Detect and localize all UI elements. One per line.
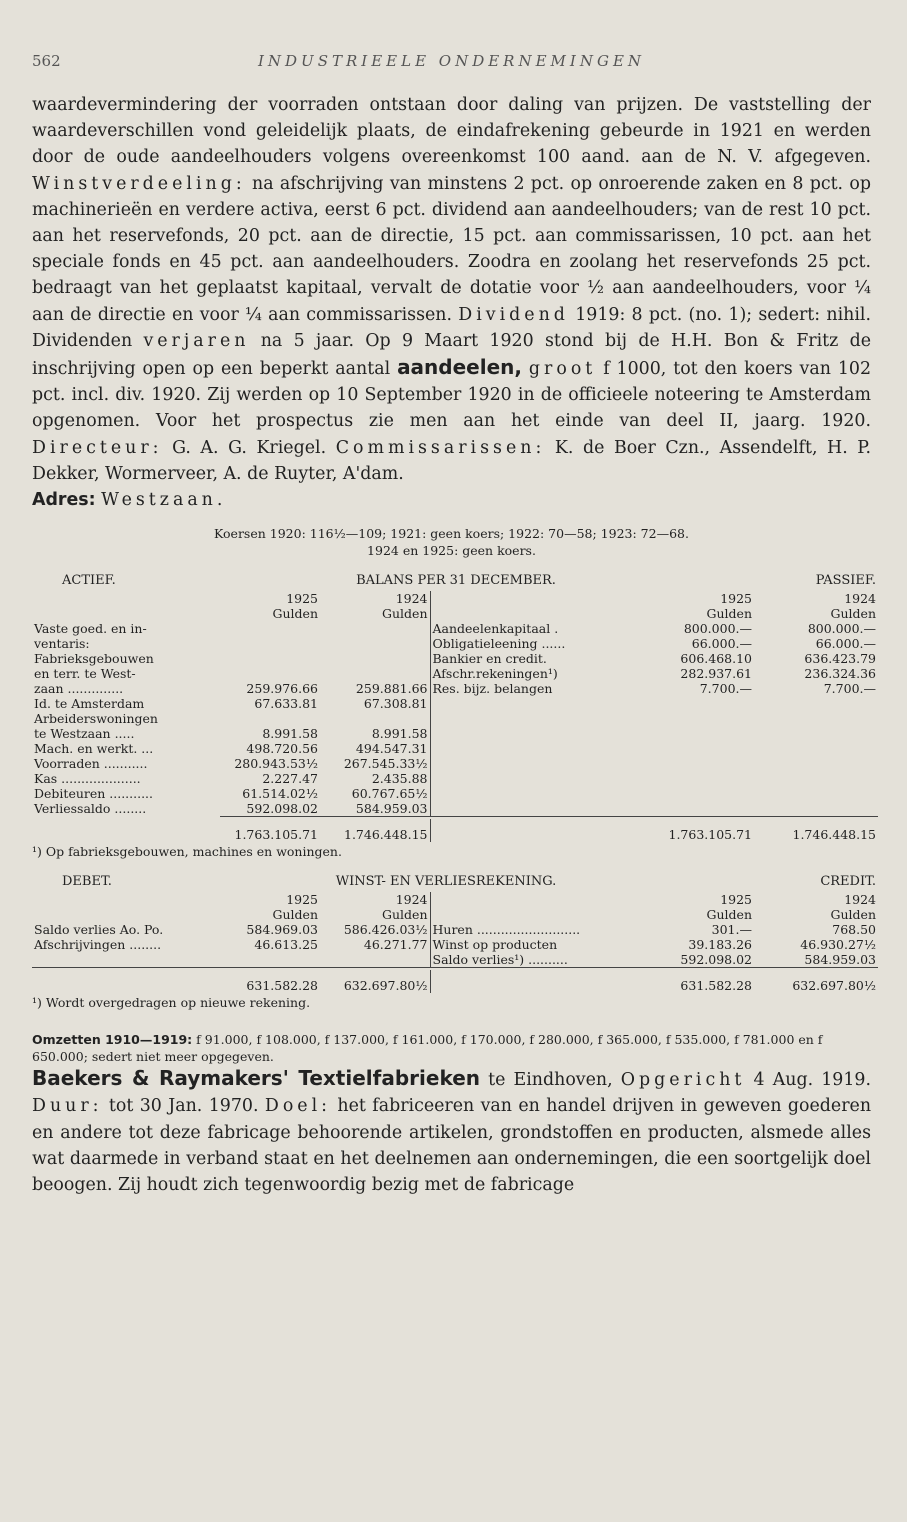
baekers-t4: het fabriceeren van en handel drijven in geweven goederen en andere tot deze fabricage behoorende artikelen, grondstoffen en producten, alsmede alles wat daarmede in verband staat en het deelnemen aan ondernemingen, die een soortgelijk doel beoogen. Zij houdt zich tegenwoordig bezig met de fabricage: [32, 1096, 872, 1196]
empty-cell: [634, 711, 754, 726]
empty-cell: [430, 711, 634, 726]
baekers-t1: te Eindhoven,: [488, 1070, 613, 1091]
actief-value-1924: 259.881.66: [355, 681, 428, 697]
bal-p-year-1925: 1925: [720, 591, 752, 607]
actief-value-1925: 280.943.53½: [234, 756, 318, 772]
credit-value-1925: 301.—: [711, 922, 752, 938]
pl-c-total-1924: 632.697.80½: [792, 978, 876, 994]
bal-p-cur-2: Gulden: [830, 606, 876, 622]
actief-value-1925: 259.976.66: [246, 681, 318, 697]
actief-value-1924: [320, 666, 430, 681]
table-row: [32, 741, 878, 756]
passief-label-cell: Bankier en credit.: [430, 651, 634, 666]
balance-totals: [32, 819, 878, 842]
empty-cell: [634, 801, 754, 817]
credit-label: CREDIT.: [820, 874, 876, 890]
actief-value-1925: [220, 711, 320, 726]
text-2: na afschrijving van minstens 2 pct. op onroerende zaken en 8 pct. op machinerieën en verdere activa, eerst 6 pct. dividend aan aandeelhouders; van de rest 10 pct. aan het reservefonds, 20 pct. aan de directie, 15 pct. aan commissarissen, 10 pct. aan het speciale fonds en 45 pct. aan aandeelhouders. Zoodra en zoolang het reservefonds 25 pct. bedraagt van het geplaatst kapitaal, vervalt de dotatie voor ½ aan aandeelhouders, voor ¼ aan de directie en voor ¼ aan commissarissen.: [32, 173, 871, 325]
actief-label-cell: zaan ..............: [34, 681, 124, 697]
passief-value-1924: 236.324.36: [804, 666, 876, 682]
table-row: [32, 636, 878, 651]
bal-p-total-1925: 1.763.105.71: [668, 827, 752, 843]
actief-value-1924: [320, 621, 430, 636]
actief-value-1924: 2.435.88: [371, 771, 428, 787]
text-3: 1919: 8 pct. (no. 1); sedert: nihil. Dividenden: [32, 304, 872, 351]
actief-label-cell: Vaste goed. en in-: [34, 621, 147, 637]
empty-cell: [754, 771, 878, 786]
bal-cur-1: Gulden: [272, 606, 318, 622]
balance-footnote: ¹) Op fabrieksgebouwen, machines en woningen.: [32, 844, 342, 860]
table-row: [32, 696, 878, 711]
pl-title: WINST- EN VERLIESREKENING.: [335, 874, 557, 890]
credit-label-cell: Winst op producten: [430, 937, 634, 952]
pl-cur-2: Gulden: [382, 907, 428, 923]
passief-value-1925: 66.000.—: [691, 636, 752, 652]
empty-cell: [430, 726, 634, 741]
actief-value-1924: 494.547.31: [355, 741, 428, 757]
bal-year-1924: 1924: [395, 591, 428, 607]
koersen-line-1: Koersen 1920: 116½—109; 1921: geen koers; 1922: 70—58; 1923: 72—68.: [214, 526, 689, 542]
table-row: [32, 666, 878, 681]
actief-value-1924: 267.545.33½: [343, 756, 428, 772]
kw-groot: groot: [528, 359, 597, 380]
baekers-t3: tot 30 Jan. 1970.: [108, 1096, 259, 1117]
balance-title: BALANS PER 31 DECEMBER.: [356, 573, 556, 589]
omzetten-text: f 91.000, f 108.000, f 137.000, f 161.000, f 170.000, f 280.000, f 365.000, f 535.000, f 781.000 en f 650.000; sedert niet meer opgegeven.: [32, 1032, 823, 1065]
passief-value-1924: 636.423.79: [804, 651, 876, 667]
koersen: [32, 525, 871, 559]
passief-label-cell: Aandeelenkapitaal .: [430, 621, 634, 636]
table-row: [32, 756, 878, 771]
empty-cell: [754, 726, 878, 741]
passief-value-1925: 606.468.10: [680, 651, 752, 667]
kw-doel: Doel:: [264, 1096, 332, 1117]
company-name: Baekers & Raymakers' Textielfabrieken: [32, 1066, 481, 1091]
kw-directeur: Directeur:: [32, 437, 163, 458]
empty-cell: [754, 786, 878, 801]
empty-cell: [320, 952, 430, 968]
kw-opgericht: Opgericht: [620, 1070, 746, 1091]
debet-label-cell: Saldo verlies Ao. Po.: [34, 922, 164, 938]
pl-year-1925: 1925: [286, 892, 318, 908]
empty-cell: [430, 756, 634, 771]
table-row: [32, 651, 878, 666]
actief-value-1924: 67.308.81: [363, 696, 428, 712]
empty-cell: [220, 952, 320, 968]
actief-label-cell: Arbeiderswoningen: [34, 711, 158, 727]
table-row: [32, 711, 878, 726]
baekers-entry: [32, 1065, 871, 1198]
empty-cell: [634, 726, 754, 741]
actief-label-cell: Voorraden ...........: [34, 756, 148, 772]
empty-cell: [634, 696, 754, 711]
actief-label-cell: Kas ....................: [34, 771, 141, 787]
empty-cell: [634, 756, 754, 771]
passief-value-1925: 282.937.61: [680, 666, 752, 682]
actief-value-1924: 584.959.03: [320, 801, 430, 817]
kw-winstverdeeling: Winstverdeeling:: [32, 173, 246, 194]
debet-value-1925: 584.969.03: [246, 922, 318, 938]
debet-label-cell: Afschrijvingen ........: [34, 937, 162, 953]
debet-value-1924: 46.271.77: [363, 937, 428, 953]
empty-cell: [634, 786, 754, 801]
empty-cell: [430, 801, 634, 817]
table-row: [32, 801, 878, 817]
pl-c-cur-2: Gulden: [830, 907, 876, 923]
bal-total-1924: 1.746.448.15: [344, 827, 428, 843]
empty-cell: [754, 696, 878, 711]
text-4: na 5 jaar. Op 9 Maart 1920 stond bij de H.H. Bon & Fritz de inschrijving open op een beperkt aantal: [32, 330, 872, 380]
table-row: [32, 726, 878, 741]
empty-cell: [430, 696, 634, 711]
pl-total-1924: 632.697.80½: [343, 978, 428, 994]
passief-value-1924: 7.700.—: [823, 681, 876, 697]
kw-commissarissen: Commissarissen:: [335, 437, 546, 458]
empty-cell: [634, 741, 754, 756]
actief-value-1925: [220, 621, 320, 636]
bal-total-1925: 1.763.105.71: [234, 827, 318, 843]
pl-year-1924: 1924: [395, 892, 428, 908]
actief-label-cell: Debiteuren ...........: [34, 786, 153, 802]
bal-p-total-1924: 1.746.448.15: [792, 827, 876, 843]
table-row: [32, 681, 878, 696]
text-6: G. A. G. Kriegel.: [172, 437, 327, 458]
kw-verjaren: verjaren: [143, 330, 250, 351]
passief-value-1925: 7.700.—: [699, 681, 752, 697]
actief-value-1925: 2.227.47: [262, 771, 318, 787]
empty-cell: [754, 801, 878, 817]
pl-c-year-1925: 1925: [720, 892, 752, 908]
actief-label: ACTIEF.: [62, 573, 116, 589]
table-row: [32, 621, 878, 636]
kw-duur: Duur:: [32, 1096, 103, 1117]
actief-value-1925: 8.991.58: [262, 726, 318, 742]
actief-label-cell: Mach. en werkt. ...: [34, 741, 154, 757]
passief-label-cell: Obligatieleening ......: [430, 636, 634, 651]
table-row: [32, 771, 878, 786]
address-value: Westzaan.: [101, 490, 227, 511]
actief-value-1924: [320, 651, 430, 666]
passief-value-1924: 66.000.—: [815, 636, 876, 652]
empty-cell: [430, 771, 634, 786]
actief-value-1925: [220, 651, 320, 666]
text-7: K. de Boer Czn., Assendelft, H. P. Dekker, Wormerveer, A. de Ruyter, A'dam.: [32, 437, 871, 484]
empty-cell: [32, 952, 220, 968]
actief-value-1925: 592.098.02: [220, 801, 320, 817]
actief-label-cell: ventaris:: [34, 636, 90, 652]
text-5: f 1000, tot den koers van 102 pct. incl. div. 1920. Zij werden op 10 September 1920 in de officieele noteering te Amsterdam opgenomen. Voor het prospectus zie men aan het einde van deel II, jaarg. 1920.: [32, 359, 872, 432]
actief-value-1925: 498.720.56: [246, 741, 318, 757]
table-row: [32, 937, 878, 952]
actief-value-1925: 61.514.02½: [242, 786, 318, 802]
actief-label-cell: en terr. te West-: [34, 666, 136, 682]
passief-value-1925: 800.000.—: [683, 621, 752, 637]
page-number: 562: [32, 52, 61, 70]
kw-dividend: Dividend: [458, 304, 569, 325]
passief-value-1924: 800.000.—: [807, 621, 876, 637]
credit-value-1925: 39.183.26: [688, 937, 752, 953]
passief-label: PASSIEF.: [815, 573, 876, 589]
pl-footnote: ¹) Wordt overgedragen op nieuwe rekening.: [32, 995, 311, 1011]
running-title: INDUSTRIEELE ONDERNEMINGEN: [257, 52, 646, 70]
actief-label-cell: Fabrieksgebouwen: [34, 651, 154, 667]
omzetten: [32, 1031, 871, 1065]
table-row: [32, 786, 878, 801]
omzetten-label: Omzetten 1910—1919:: [32, 1032, 193, 1048]
bal-year-1925: 1925: [286, 591, 318, 607]
empty-cell: [634, 771, 754, 786]
actief-label-cell: Verliessaldo ........: [34, 801, 147, 817]
empty-cell: [754, 741, 878, 756]
balance-sheet: [32, 573, 878, 817]
pl-c-total-1925: 631.582.28: [680, 978, 752, 994]
profit-loss-account: [32, 874, 878, 968]
bal-p-year-1924: 1924: [844, 591, 876, 607]
actief-label-cell: te Westzaan .....: [34, 726, 135, 742]
pl-total-1925: 631.582.28: [246, 978, 318, 994]
company-description: [32, 92, 871, 513]
actief-value-1925: 67.633.81: [254, 696, 318, 712]
actief-label-cell: Id. te Amsterdam: [34, 696, 145, 712]
pl-c-cur-1: Gulden: [706, 907, 752, 923]
credit-value-1924: 584.959.03: [754, 952, 878, 968]
debet-value-1924: 586.426.03½: [343, 922, 428, 938]
table-row: [32, 952, 878, 968]
pl-cur-1: Gulden: [272, 907, 318, 923]
empty-cell: [754, 711, 878, 726]
credit-value-1925: 592.098.02: [634, 952, 754, 968]
actief-value-1924: [320, 636, 430, 651]
actief-value-1924: [320, 711, 430, 726]
debet-label: DEBET.: [62, 874, 112, 890]
empty-cell: [430, 786, 634, 801]
pl-c-year-1924: 1924: [844, 892, 876, 908]
empty-cell: [430, 741, 634, 756]
baekers-t2: 4 Aug. 1919.: [753, 1070, 872, 1091]
bal-p-cur-1: Gulden: [706, 606, 752, 622]
empty-cell: [754, 756, 878, 771]
actief-value-1924: 8.991.58: [371, 726, 428, 742]
debet-value-1925: 46.613.25: [254, 937, 318, 953]
actief-value-1925: [220, 666, 320, 681]
actief-value-1925: [220, 636, 320, 651]
kw-adres: Adres:: [32, 490, 96, 511]
table-row: [32, 922, 878, 937]
bal-cur-2: Gulden: [382, 606, 428, 622]
passief-label-cell: Res. bijz. belangen: [430, 681, 634, 696]
actief-value-1924: 60.767.65½: [351, 786, 428, 802]
credit-label-cell: Huren ..........................: [430, 922, 634, 937]
kw-aandeelen: aandeelen,: [397, 355, 522, 380]
credit-value-1924: 768.50: [832, 922, 876, 938]
pl-totals: [32, 970, 878, 993]
page-header: [32, 52, 871, 70]
credit-value-1924: 46.930.27½: [800, 937, 876, 953]
text-1: waardevermindering der voorraden ontstaan door daling van prijzen. De vaststelling der waardeverschillen vond geleidelijk plaats, de eindafrekening gebeurde in 1921 en werden door de oude aandeelhouders volgens overeenkomst 100 aand. aan de N. V. afgegeven.: [32, 95, 871, 168]
koersen-line-2: 1924 en 1925: geen koers.: [367, 543, 536, 559]
credit-label-cell: Saldo verlies¹) ..........: [430, 952, 634, 968]
passief-label-cell: Afschr.rekeningen¹): [430, 666, 634, 681]
